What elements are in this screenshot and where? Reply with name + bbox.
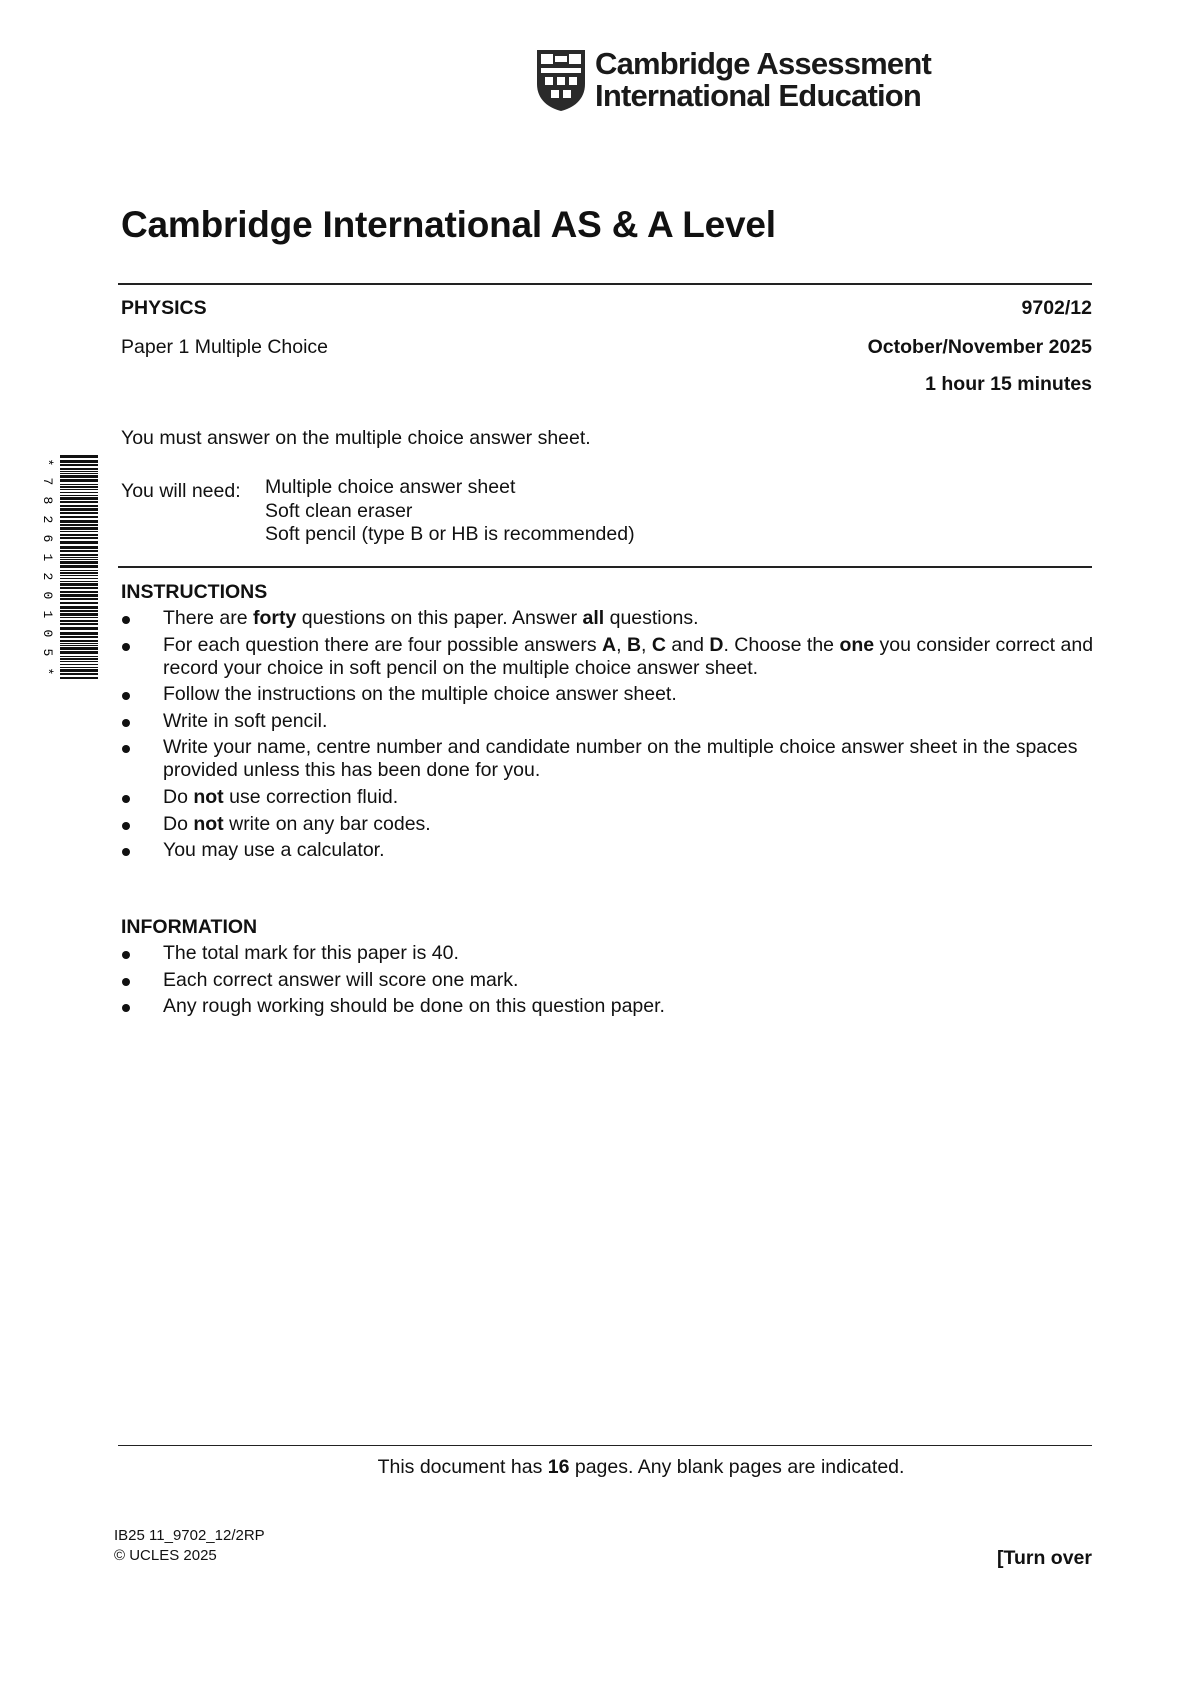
text-run: The total mark for this paper is 40.	[163, 942, 459, 964]
barcode-bar	[60, 647, 98, 650]
barcode-bar	[60, 460, 98, 463]
emphasis-text: A	[602, 633, 617, 656]
text-run: . Choose the	[723, 633, 840, 656]
instruction-item	[121, 710, 1101, 733]
barcode-bar	[60, 587, 98, 589]
barcode-bar	[60, 505, 98, 507]
barcode-bar	[60, 516, 98, 518]
instruction-item	[121, 683, 1101, 706]
barcode-digit: 1	[40, 610, 55, 619]
barcode-bar	[60, 554, 98, 556]
barcode-bar	[60, 508, 98, 511]
barcode-bar	[60, 645, 98, 646]
logo-line-2: International Education	[595, 78, 922, 113]
text-run: For each question there are four possible answers	[163, 633, 602, 656]
barcode-bar	[60, 651, 98, 654]
text-run: questions.	[604, 607, 699, 629]
barcode-bar	[60, 475, 98, 478]
bullet-icon	[122, 616, 130, 624]
barcode-bar	[60, 546, 98, 549]
text-run: write on any bar codes.	[223, 812, 431, 835]
information-item	[121, 995, 1101, 1018]
qualification-title: Cambridge International AS & A Level	[121, 204, 776, 245]
barcode-digit: 5	[40, 648, 55, 657]
barcode-bar	[60, 497, 98, 500]
barcode-digit: 1	[40, 553, 55, 562]
bullet-icon	[122, 745, 130, 753]
barcode-bar	[60, 512, 98, 514]
barcode-digit: 0	[40, 591, 55, 600]
text-run: Follow the instructions on the multiple choice answer sheet.	[163, 683, 677, 706]
need-item: Soft clean eraser	[265, 499, 413, 522]
barcode-bar	[60, 455, 98, 458]
instruction-item	[121, 786, 1101, 809]
instruction-item	[121, 813, 1101, 836]
barcode-bar	[60, 561, 98, 564]
barcode-bar	[60, 559, 98, 560]
paper-title: Paper 1 Multiple Choice	[121, 336, 329, 358]
barcode-digit: 0	[40, 629, 55, 638]
emphasis-text: all	[582, 607, 605, 629]
information-heading: INFORMATION	[121, 916, 258, 938]
instructions-heading: INSTRUCTIONS	[121, 581, 268, 603]
emphasis-text: not	[193, 785, 224, 808]
barcode-bar	[60, 610, 98, 612]
barcode-bar	[60, 565, 98, 568]
barcode-digit: *	[40, 458, 55, 467]
text-run: Do	[163, 812, 194, 835]
text-run: You may use a calculator.	[163, 839, 385, 862]
emphasis-text: B	[626, 633, 642, 656]
barcode-bar	[60, 471, 98, 472]
barcode-bar	[60, 617, 98, 618]
text-run: ,	[616, 633, 627, 656]
footer-divider	[118, 1445, 1092, 1446]
barcode-digit: *	[40, 667, 55, 676]
instructions-divider	[118, 566, 1092, 568]
barcode-bar	[60, 531, 98, 532]
logo-line-1: Cambridge Assessment	[595, 46, 932, 81]
emphasis-text: D	[709, 633, 724, 656]
bullet-icon	[122, 719, 130, 727]
copyright: © UCLES 2025	[114, 1547, 217, 1564]
you-will-need-label: You will need:	[121, 480, 241, 502]
paper-code: 9702/12	[1021, 297, 1092, 319]
text-run: pages. Any blank pages are indicated.	[569, 1456, 905, 1478]
emphasis-text: one	[839, 633, 875, 656]
instruction-item	[121, 839, 1101, 862]
you-will-need-list	[265, 476, 635, 547]
bullet-icon	[122, 951, 130, 959]
barcode-bar	[60, 636, 98, 638]
text-run: Do	[163, 785, 194, 808]
barcode-bar	[60, 656, 98, 657]
barcode-bar	[60, 520, 98, 523]
bullet-icon	[122, 978, 130, 986]
barcode-bar	[60, 572, 98, 574]
text-run: ,	[641, 633, 652, 656]
text-run: use correction fluid.	[223, 785, 399, 808]
barcode-bar	[60, 495, 98, 496]
barcode-bar	[60, 484, 98, 485]
barcode-bar	[60, 570, 98, 571]
turn-over: [Turn over	[997, 1547, 1092, 1569]
barcode-bar	[60, 489, 98, 490]
barcode-bar	[60, 627, 98, 630]
barcode-bar	[60, 602, 98, 604]
text-run: Write your name, centre number and candidate number on the multiple choice answer sheet in the spaces provided unless this has been done for you.	[163, 736, 1078, 782]
barcode-bar	[60, 613, 98, 616]
barcode-bar	[60, 534, 98, 536]
barcode-digit: 8	[40, 496, 55, 505]
barcode-bar	[60, 550, 98, 552]
emphasis-text: 16	[547, 1456, 570, 1478]
text-run: and	[665, 633, 710, 656]
exam-session: October/November 2025	[867, 336, 1092, 358]
barcode-bar	[60, 632, 98, 635]
barcode-bar	[60, 669, 98, 672]
document-code: IB25 11_9702_12/2RP	[114, 1527, 265, 1544]
text-run: Write in soft pencil.	[163, 709, 328, 732]
barcode-bar	[60, 664, 98, 665]
exam-duration: 1 hour 15 minutes	[925, 373, 1092, 395]
barcode-bar	[60, 667, 98, 668]
bullet-icon	[122, 692, 130, 700]
bullet-icon	[122, 1004, 130, 1012]
text-run: you consider correct and record your choice in soft pencil on the multiple choice answer sheet.	[163, 633, 1094, 679]
crest-icon	[535, 48, 587, 112]
bullet-icon	[122, 848, 130, 856]
barcode-bar	[60, 623, 98, 625]
barcode-bar	[60, 581, 98, 582]
barcode-bar	[60, 606, 98, 609]
instructions-list	[121, 607, 1101, 866]
barcode-digit: 2	[40, 572, 55, 581]
text-run: There are	[163, 607, 253, 629]
barcode-bar	[60, 643, 98, 644]
barcode-digit: 6	[40, 534, 55, 543]
barcode-bar	[60, 541, 98, 544]
barcode-digit: 2	[40, 515, 55, 524]
barcode-bar	[60, 479, 98, 482]
barcode-bar	[60, 583, 98, 586]
need-item: Soft pencil (type B or HB is recommended)	[265, 523, 635, 545]
need-item: Multiple choice answer sheet	[265, 476, 516, 498]
subject-name: PHYSICS	[121, 297, 207, 319]
barcode-bar	[60, 640, 98, 642]
barcode-digit: 7	[40, 477, 55, 486]
text-run: Each correct answer will score one mark.	[163, 968, 519, 991]
instruction-item	[121, 634, 1101, 680]
barcode-bar	[60, 527, 98, 530]
cambridge-logo	[535, 48, 931, 112]
barcode-bar	[60, 661, 98, 662]
emphasis-text: C	[651, 633, 666, 656]
information-item	[121, 969, 1101, 992]
emphasis-text: forty	[252, 607, 297, 629]
footer-codes	[114, 1526, 265, 1566]
barcode-bar	[60, 594, 98, 597]
barcode-bar	[60, 537, 98, 539]
information-list	[121, 942, 1101, 1022]
barcode-bar	[60, 578, 98, 579]
text-run: Any rough working should be done on this question paper.	[163, 995, 665, 1018]
instruction-item	[121, 607, 1101, 630]
barcode-bar	[60, 658, 98, 660]
barcode-bar	[60, 620, 98, 622]
emphasis-text: not	[193, 812, 224, 835]
text-run: questions on this paper. Answer	[296, 607, 583, 629]
information-item	[121, 942, 1101, 965]
bullet-icon	[122, 795, 130, 803]
barcode-bar	[60, 486, 98, 488]
barcode-bar	[60, 524, 98, 526]
barcode-bar	[60, 677, 98, 679]
instruction-item	[121, 736, 1101, 782]
text-run: This document has	[377, 1456, 548, 1478]
barcode-bar	[60, 473, 98, 474]
barcode-bar	[60, 557, 98, 558]
barcode-bar	[60, 673, 98, 675]
page-count-note	[0, 1456, 1200, 1479]
barcode-bar	[60, 598, 98, 600]
barcode-bar	[60, 591, 98, 593]
bullet-icon	[122, 643, 130, 651]
barcode-bar	[60, 492, 98, 493]
barcode-bar	[60, 501, 98, 503]
barcode-bar	[60, 468, 98, 470]
title-divider	[118, 283, 1092, 285]
bullet-icon	[122, 822, 130, 830]
barcode	[40, 453, 100, 681]
answer-note: You must answer on the multiple choice answer sheet.	[121, 427, 591, 449]
barcode-bar	[60, 464, 98, 466]
barcode-bar	[60, 575, 98, 576]
